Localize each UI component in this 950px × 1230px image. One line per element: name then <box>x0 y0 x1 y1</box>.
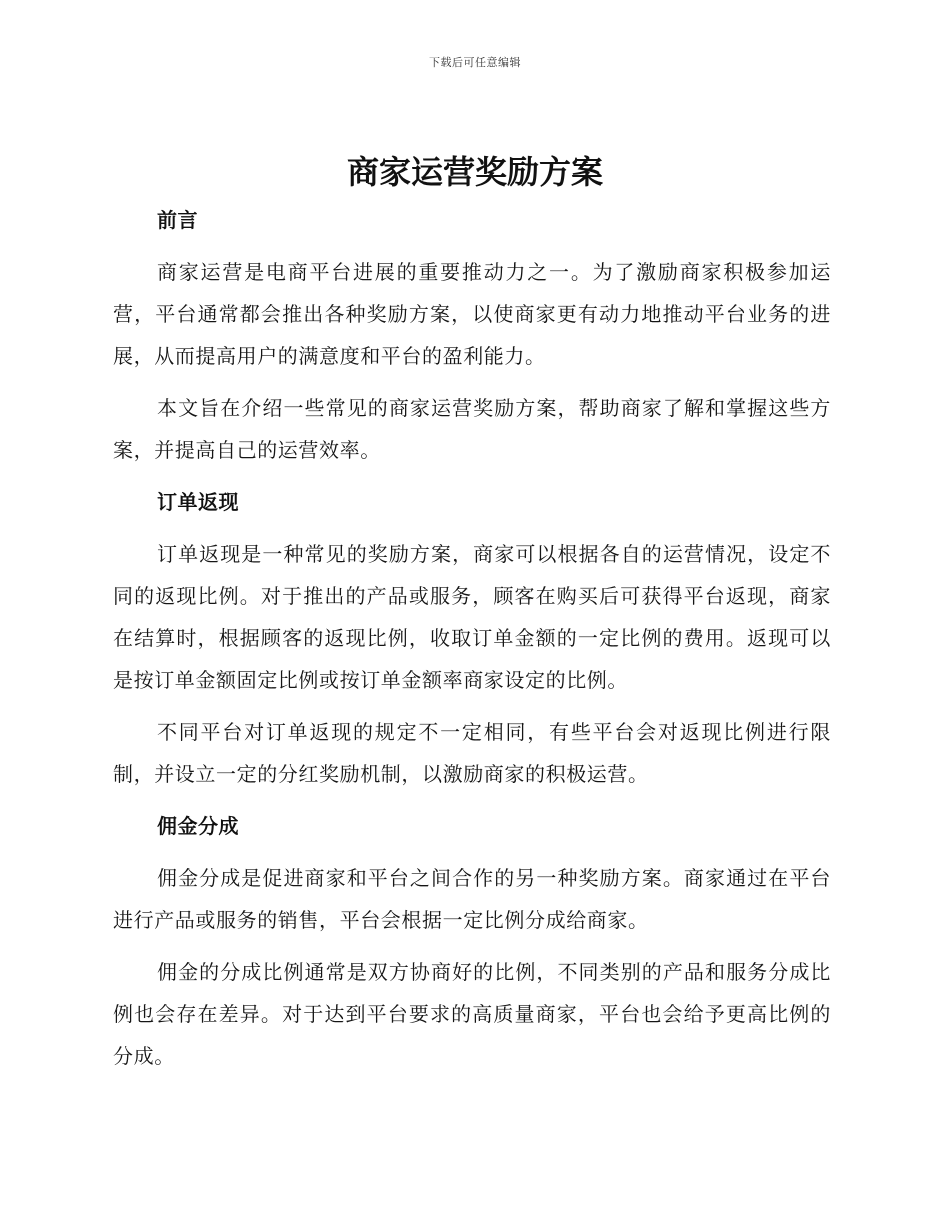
section-heading: 前言 <box>157 208 198 232</box>
section-order-cashback <box>113 481 831 795</box>
paragraph: 不同平台对订单返现的规定不一定相同，有些平台会对返现比例进行限制，并设立一定的分红奖励机制，以激励商家的积极运营。 <box>113 720 831 786</box>
section-commission-share <box>113 805 831 1077</box>
section-heading: 订单返现 <box>157 490 239 514</box>
document-title: 商家运营奖励方案 <box>346 153 603 191</box>
paragraph: 订单返现是一种常见的奖励方案，商家可以根据各自的运营情况，设定不同的返现比例。对于推出的产品或服务，顾客在购买后可获得平台返现，商家在结算时，根据顾客的返现比例，收取订单金额的一定比例的费用。返现可以是按订单金额固定比例或按订单金额率商家设定的比例。 <box>113 542 831 692</box>
paragraph: 本文旨在介绍一些常见的商家运营奖励方案，帮助商家了解和掌握这些方案，并提高自己的运营效率。 <box>113 396 831 462</box>
paragraph: 佣金的分成比例通常是双方协商好的比例，不同类别的产品和服务分成比例也会存在差异。对于达到平台要求的高质量商家，平台也会给予更高比例的分成。 <box>113 960 831 1068</box>
header-note: 下载后可任意编辑 <box>429 56 521 69</box>
section-preface <box>113 199 831 471</box>
document-body <box>113 199 831 1077</box>
paragraph: 商家运营是电商平台进展的重要推动力之一。为了激励商家积极参加运营，平台通常都会推出各种奖励方案，以使商家更有动力地推动平台业务的进展，从而提高用户的满意度和平台的盈利能力。 <box>113 260 831 368</box>
section-heading: 佣金分成 <box>157 814 239 838</box>
paragraph: 佣金分成是促进商家和平台之间合作的另一种奖励方案。商家通过在平台进行产品或服务的销售，平台会根据一定比例分成给商家。 <box>113 866 831 932</box>
